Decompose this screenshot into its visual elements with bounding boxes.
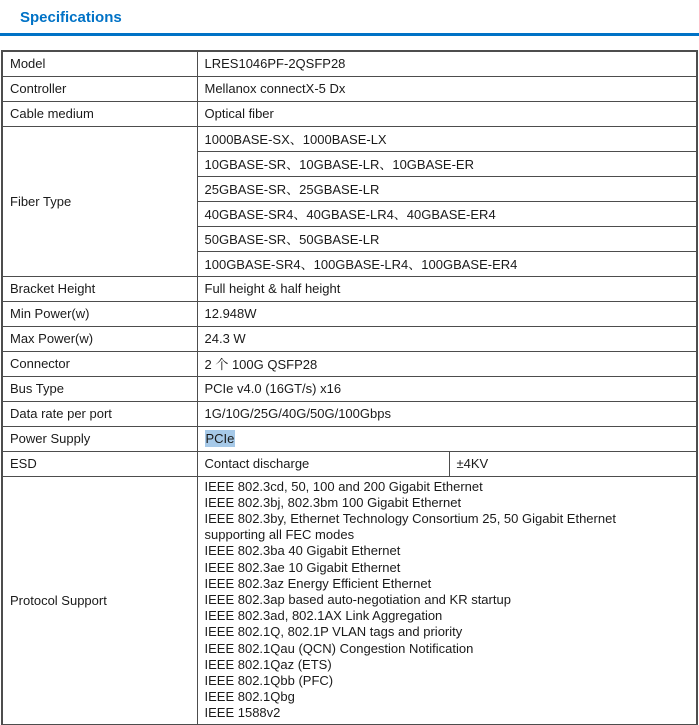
spec-table xyxy=(1,50,698,725)
table-row-max-power xyxy=(2,326,697,351)
fiber-option-6: 100GBASE-SR4、100GBASE-LR4、100GBASE-ER4 xyxy=(197,251,697,276)
page-title: Specifications xyxy=(20,9,122,26)
row-label-esd: ESD xyxy=(2,451,197,476)
row-label-max-power: Max Power(w) xyxy=(2,326,197,351)
table-row-controller xyxy=(2,76,697,101)
row-value-controller: Mellanox connectX-5 Dx xyxy=(197,76,697,101)
table-row-connector xyxy=(2,351,697,376)
esd-test-method: Contact discharge xyxy=(197,451,449,476)
title-underline xyxy=(0,33,699,36)
table-row-fiber-type xyxy=(2,126,697,151)
row-label-protocol-support: Protocol Support xyxy=(2,476,197,725)
protocol-line: IEEE 802.1Qbb (PFC) xyxy=(204,672,334,688)
protocol-line: supporting all FEC modes xyxy=(204,527,355,543)
protocol-line: IEEE 802.3ap based auto-negotiation and KR startup xyxy=(204,591,511,607)
protocol-line: IEEE 802.1Qau (QCN) Congestion Notification xyxy=(204,640,474,656)
row-value-cable-medium: Optical fiber xyxy=(197,101,697,126)
table-row-cable-medium xyxy=(2,101,697,126)
protocol-line: IEEE 802.3cd, 50, 100 and 200 Gigabit Ethernet xyxy=(204,478,483,494)
fiber-option-5: 50GBASE-SR、50GBASE-LR xyxy=(197,226,697,251)
row-label-power-supply: Power Supply xyxy=(2,426,197,451)
row-value-connector: 2 个 100G QSFP28 xyxy=(197,351,697,376)
selected-text-power-supply: PCIe xyxy=(205,431,235,446)
protocol-line: IEEE 1588v2 xyxy=(204,705,281,721)
row-value-bracket-height: Full height & half height xyxy=(197,276,697,301)
esd-rating: ±4KV xyxy=(449,451,697,476)
protocol-line: IEEE 802.1Qaz (ETS) xyxy=(204,656,332,672)
row-label-connector: Connector xyxy=(2,351,197,376)
row-label-fiber-type: Fiber Type xyxy=(2,126,197,276)
table-row-protocol-support xyxy=(2,476,697,725)
table-row-data-rate xyxy=(2,401,697,426)
row-value-min-power: 12.948W xyxy=(197,301,697,326)
protocol-line: IEEE 802.1Qbg xyxy=(204,689,295,705)
table-row-bracket-height xyxy=(2,276,697,301)
fiber-option-3: 25GBASE-SR、25GBASE-LR xyxy=(197,176,697,201)
table-row-esd xyxy=(2,451,697,476)
row-value-power-supply xyxy=(197,426,697,451)
protocol-line: IEEE 802.3az Energy Efficient Ethernet xyxy=(204,575,432,591)
row-label-cable-medium: Cable medium xyxy=(2,101,197,126)
row-label-bus-type: Bus Type xyxy=(2,376,197,401)
row-label-bracket-height: Bracket Height xyxy=(2,276,197,301)
row-label-data-rate: Data rate per port xyxy=(2,401,197,426)
fiber-option-4: 40GBASE-SR4、40GBASE-LR4、40GBASE-ER4 xyxy=(197,201,697,226)
protocol-line: IEEE 802.3by, Ethernet Technology Consortium 25, 50 Gigabit Ethernet xyxy=(204,510,616,526)
fiber-option-2: 10GBASE-SR、10GBASE-LR、10GBASE-ER xyxy=(197,151,697,176)
row-label-min-power: Min Power(w) xyxy=(2,301,197,326)
table-row-model xyxy=(2,51,697,76)
row-value-data-rate: 1G/10G/25G/40G/50G/100Gbps xyxy=(197,401,697,426)
row-label-model: Model xyxy=(2,51,197,76)
row-value-bus-type: PCIe v4.0 (16GT/s) x16 xyxy=(197,376,697,401)
table-row-bus-type xyxy=(2,376,697,401)
table-row-power-supply xyxy=(2,426,697,451)
protocol-line: IEEE 802.3ae 10 Gigabit Ethernet xyxy=(204,559,401,575)
protocol-line: IEEE 802.3ad, 802.1AX Link Aggregation xyxy=(204,608,443,624)
protocol-line: IEEE 802.3ba 40 Gigabit Ethernet xyxy=(204,543,401,559)
fiber-option-1: 1000BASE-SX、1000BASE-LX xyxy=(197,126,697,151)
protocol-line: IEEE 802.3bj, 802.3bm 100 Gigabit Ethernet xyxy=(204,494,462,510)
row-value-model: LRES1046PF-2QSFP28 xyxy=(197,51,697,76)
protocol-support-list xyxy=(197,476,697,725)
table-row-min-power xyxy=(2,301,697,326)
row-label-controller: Controller xyxy=(2,76,197,101)
protocol-line: IEEE 802.1Q, 802.1P VLAN tags and priority xyxy=(204,624,463,640)
row-value-max-power: 24.3 W xyxy=(197,326,697,351)
